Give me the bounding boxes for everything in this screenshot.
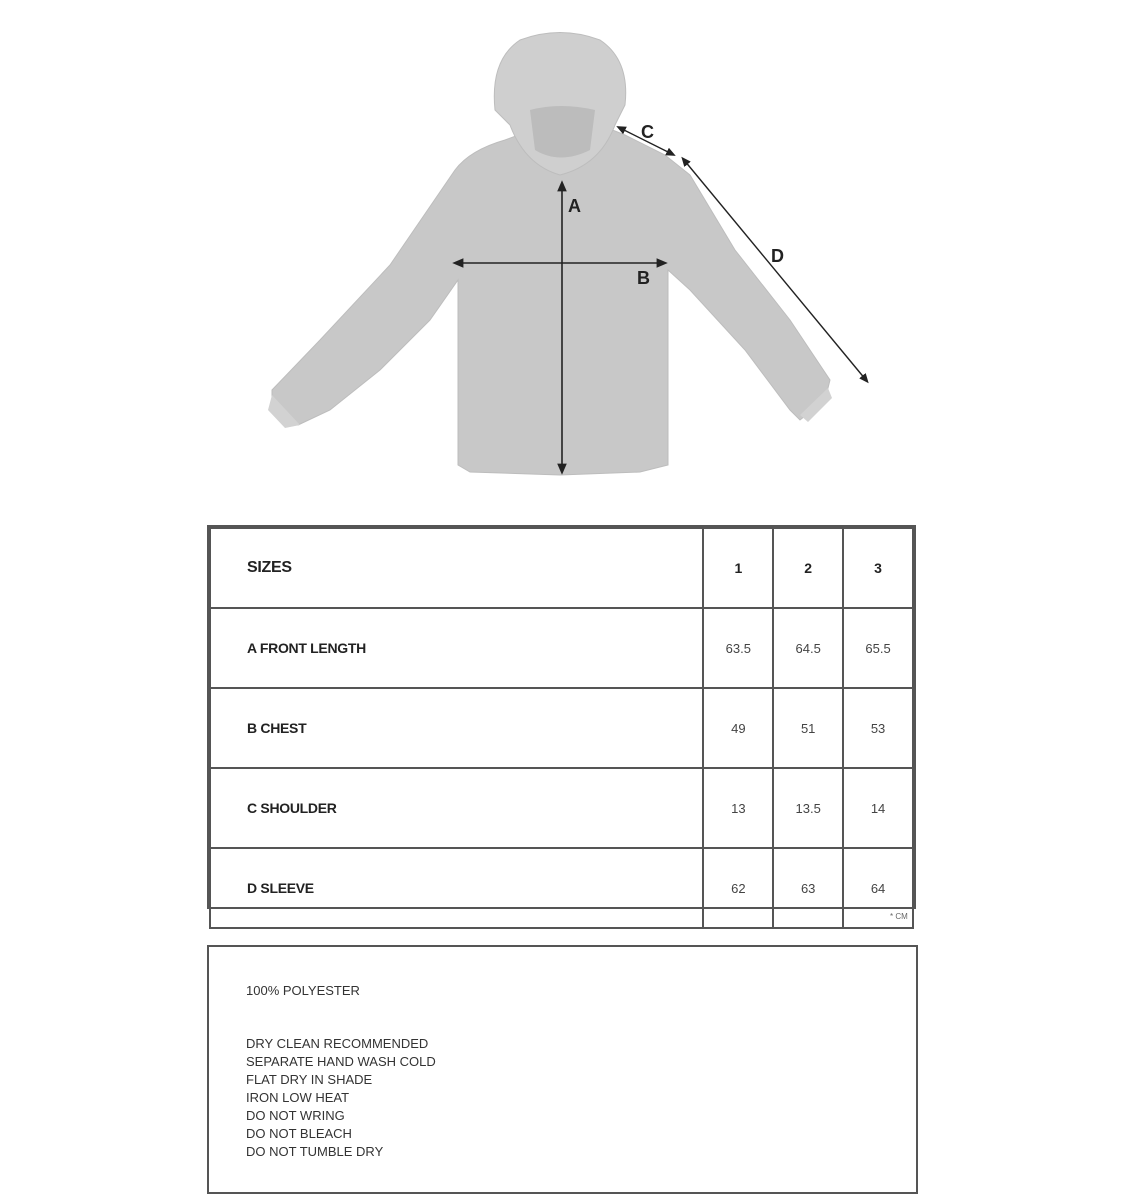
marker-a-label: A (568, 196, 581, 216)
care-instruction-list (246, 1035, 436, 1161)
table-row-sleeve (210, 848, 913, 928)
row-label: C SHOULDER (210, 768, 703, 848)
care-instruction: DRY CLEAN RECOMMENDED (246, 1036, 429, 1051)
row-value: 13.5 (773, 768, 843, 848)
row-value: 63 (773, 848, 843, 928)
marker-b-label: B (637, 268, 650, 288)
size-chart-table (207, 525, 916, 909)
row-value: 49 (703, 688, 773, 768)
row-value: 14 (843, 768, 913, 848)
row-value: 62 (703, 848, 773, 928)
size-2-header: 2 (773, 528, 843, 608)
row-value: 51 (773, 688, 843, 768)
care-instruction: IRON LOW HEAT (246, 1090, 350, 1105)
sizes-header-label: SIZES (210, 528, 703, 608)
care-instructions-box (207, 945, 918, 1194)
table-row-front-length (210, 608, 913, 688)
unit-note: * CM (890, 912, 908, 921)
table-row-chest (210, 688, 913, 768)
row-label: D SLEEVE (210, 848, 703, 928)
material-composition: 100% POLYESTER (246, 983, 360, 998)
jacket-measurement-figure (0, 0, 1125, 500)
care-instruction: SEPARATE HAND WASH COLD (246, 1054, 436, 1069)
row-value: 53 (843, 688, 913, 768)
care-instruction: DO NOT BLEACH (246, 1126, 352, 1141)
row-value: 64.5 (773, 608, 843, 688)
row-value: 13 (703, 768, 773, 848)
care-instruction: FLAT DRY IN SHADE (246, 1072, 373, 1087)
marker-c-label: C (641, 122, 654, 142)
care-instruction: DO NOT TUMBLE DRY (246, 1144, 384, 1159)
row-label: B CHEST (210, 688, 703, 768)
marker-d-label: D (771, 246, 784, 266)
row-value: 63.5 (703, 608, 773, 688)
row-label: A FRONT LENGTH (210, 608, 703, 688)
size-header-row (210, 528, 913, 608)
size-1-header: 1 (703, 528, 773, 608)
size-3-header: 3 (843, 528, 913, 608)
table-row-shoulder (210, 768, 913, 848)
jacket-illustration (0, 0, 1125, 500)
row-value: 65.5 (843, 608, 913, 688)
row-value: 64 (843, 848, 913, 928)
care-instruction: DO NOT WRING (246, 1108, 345, 1123)
